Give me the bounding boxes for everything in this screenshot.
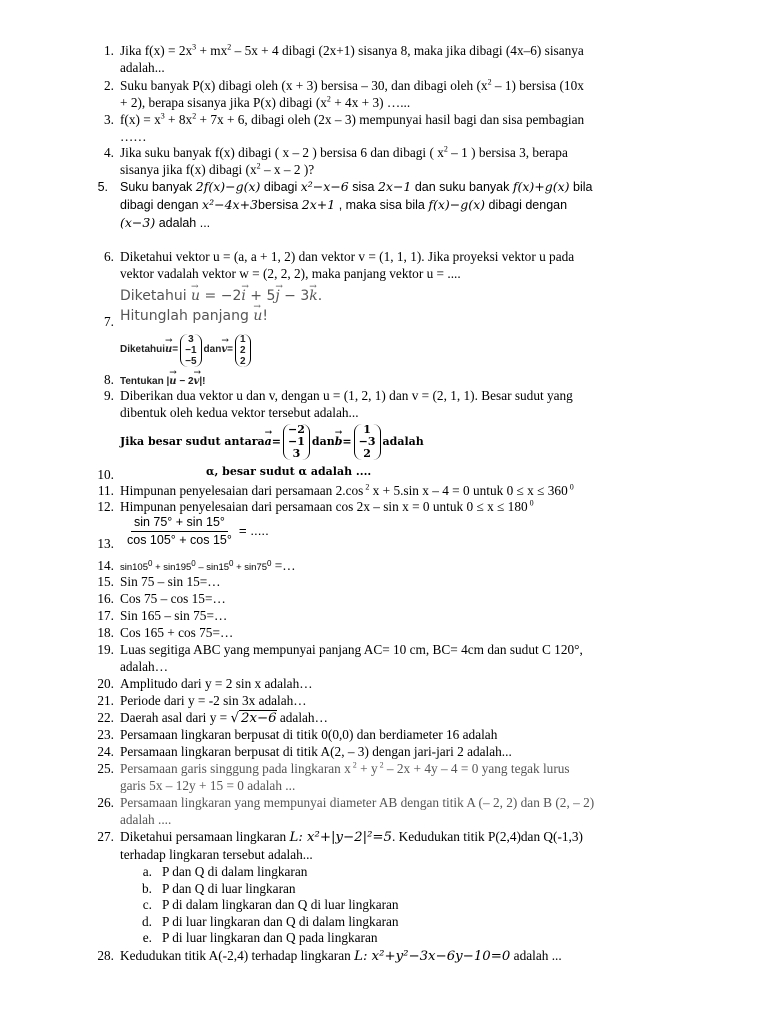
question-number: 18. <box>97 625 114 640</box>
question-number: 25. <box>97 761 114 776</box>
question-10-image <box>120 422 440 480</box>
question-number: 26. <box>97 795 114 810</box>
question-7-image <box>120 286 322 326</box>
fraction <box>124 514 235 549</box>
question-text-line: Persamaan garis singgung pada lingkaran x $^2$ + y $^2$ – 2x + 4y – 4 = 0 yang tegak lurus <box>120 760 570 776</box>
answer-option-e: e. P di luar lingkaran dan Q pada lingkaran <box>142 930 378 945</box>
matrix-entry: 3 <box>188 334 194 345</box>
question-number: 2. <box>104 78 114 93</box>
question-number: 1. <box>104 43 114 58</box>
matrix-entry: 2 <box>239 345 246 356</box>
answer-option-d: d. P di luar lingkaran dan Q di dalam lingkaran <box>142 913 399 929</box>
question-8-image <box>120 330 300 387</box>
question-text-line: Diketahui → u = −2→ i + 5→ j − 3→ k. <box>120 286 322 306</box>
question-text-line: Periode dari y = -2 sin 3x adalah… <box>120 693 307 708</box>
matrix-entry: −1 <box>185 345 197 356</box>
vector-matrix <box>354 424 381 460</box>
question-text-line: Tentukan |→ u − 2→ v|! <box>120 374 206 391</box>
question-text-line: vektor vadalah vektor w = (2, 2, 2), maka panjang vektor u = .... <box>120 265 461 281</box>
question-number: 19. <box>97 642 114 657</box>
question-number: 20. <box>97 676 114 691</box>
question-text-line: Jika besar sudut antara → a = −2 −1 3 dan → b = 1 −3 2 adalah <box>120 424 424 460</box>
question-number: 7. <box>104 314 114 329</box>
question-text-line: dibagi dengan x²−4x+3bersisa 2x+1 , maka sisa bila f(x)−g(x) dibagi dengan <box>120 197 568 212</box>
question-text-line: adalah... <box>120 59 165 75</box>
vector-matrix <box>180 334 201 367</box>
question-text-line: Sin 75 – sin 15=… <box>120 574 221 589</box>
question-text-line: terhadap lingkaran tersebut adalah... <box>120 846 313 862</box>
question-text-line: adalah .... <box>120 811 172 827</box>
question-number: 27. <box>97 829 114 844</box>
question-text-line: …… <box>120 128 147 144</box>
question-number: 6. <box>104 249 114 264</box>
question-number: 28. <box>97 948 114 963</box>
question-number: 4. <box>104 145 114 160</box>
question-number: 9. <box>104 388 114 403</box>
question-text-line: Jika $f(x) = 2x^3 + mx^2 - 5x + 4$ dibagi (2x+1) sisanya 8, maka jika dibagi (4x–6) sisanya <box>120 42 584 58</box>
vector-matrix <box>283 424 310 460</box>
question-text-line: dibentuk oleh kedua vektor tersebut adalah... <box>120 404 359 420</box>
matrix-entry: −2 <box>288 423 305 436</box>
question-text-line: Cos 165 + cos 75=… <box>120 625 234 640</box>
question-number: 8. <box>104 372 114 387</box>
question-text-line: Persamaan lingkaran berpusat di titik A(2, – 3) dengan jari-jari 2 adalah... <box>120 744 512 759</box>
question-text-line: Persamaan lingkaran yang mempunyai diameter AB dengan titik A (– 2, 2) dan B (2, – 2) <box>120 795 595 810</box>
answer-option-b: b. P dan Q di luar lingkaran <box>142 880 296 896</box>
matrix-entry: −1 <box>288 435 305 448</box>
question-number: 22. <box>97 710 114 725</box>
question-number: 3. <box>104 112 114 127</box>
answer-option-c: c. P di dalam lingkaran dan Q di luar lingkaran <box>142 897 399 912</box>
question-number: 17. <box>97 608 114 623</box>
question-text-line: α, besar sudut α adalah .... <box>206 465 372 478</box>
fraction-tail: = ..... <box>238 523 269 539</box>
answer-options <box>142 864 399 947</box>
question-text-line: + 2), berapa sisanya jika P(x) dibagi $(x^2 + 4x + 3)$ …... <box>120 94 411 110</box>
answer-option-a: a. P dan Q di dalam lingkaran <box>142 864 308 879</box>
question-number: 13. <box>97 536 114 551</box>
question-text-line: Hitunglah panjang → u! <box>120 306 322 326</box>
question-text-line: garis 5x – 12y + 15 = 0 adalah ... <box>120 777 296 793</box>
question-number: 15. <box>97 574 114 589</box>
matrix-entry: −3 <box>358 435 376 448</box>
question-number: 16. <box>97 591 114 606</box>
question-text-line: Sin 165 – sin 75=… <box>120 608 228 623</box>
question-number: 24. <box>97 744 114 759</box>
matrix-entry: 2 <box>239 356 246 367</box>
question-number: 23. <box>97 727 114 742</box>
matrix-entry: 1 <box>363 423 371 436</box>
question-number: 12. <box>97 499 114 514</box>
fraction-denominator: cos 105° + cos 15° <box>127 533 232 547</box>
question-text-line: adalah… <box>120 658 168 674</box>
fraction-numerator: sin 75° + sin 15° <box>131 514 228 532</box>
question-text-line: Jika suku banyak f(x) dibagi ( x – 2 ) bersisa 6 dan dibagi ( $x^2 - 1$ ) bersisa 3, berapa <box>120 144 568 160</box>
matrix-entry: 3 <box>292 447 301 460</box>
question-text-line: $f(x) = x^3 + 8x^2 + 7x + 6$, dibagi oleh (2x – 3) mempunyai hasil bagi dan sisa pembagian <box>120 111 585 127</box>
question-number: 21. <box>97 693 114 708</box>
sqrt-radicand: 2x−6 <box>240 711 277 726</box>
question-number: 10. <box>97 467 114 482</box>
question-text-line: Suku banyak P(x) dibagi oleh (x + 3) bersisa – 30, dan dibagi oleh $(x^2 - 1)$ bersisa (10x <box>120 77 584 93</box>
question-text-line: Cos 75 – cos 15=… <box>120 591 226 606</box>
question-text-line: Diketahui → u = 3 −1 −5 dan → v = 1 2 2 <box>120 334 253 367</box>
question-text-line: Luas segitiga ABC yang mempunyai panjang AC= 10 cm, BC= 4cm dan sudut C 120°, <box>120 642 583 657</box>
question-text-line: Persamaan lingkaran berpusat di titik 0(0,0) dan berdiameter 16 adalah <box>120 727 498 742</box>
matrix-entry: −5 <box>185 356 197 367</box>
question-number: 11. <box>97 483 114 498</box>
question-text-line: Diketahui vektor u = (a, a + 1, 2) dan vektor v = (1, 1, 1). Jika proyeksi vektor u pada <box>120 249 575 264</box>
document-page: 1. Jika $f(x) = 2x^3 + mx^2 - 5x + 4$ dibagi (2x+1) sisanya 8, maka jika dibagi (4x–6) sisanya adalah... 2. Suku banyak P(x) dibagi oleh (x + 3) bersisa – 30, dan dibagi oleh $(x^2 - 1)$ bersisa (10x + 2), berapa sisanya jika P(x) dibagi $(x^2 + 4x + 3)$ …... 3. $f(x) = x^3 + 8x^2 + 7x + 6$, dibagi oleh (2x – 3) mempunyai hasil bagi dan sisa pembagian …… 4. Jika suku banyak f(x) dibagi ( x – 2 ) bersisa 6 dan dibagi ( $x^2 - 1$ ) bersisa 3, berapa sisanya jika f(x) dibagi ($x^2$ – x – 2 )? 5. Suku banyak 2f(x)−g(x) dibagi x²−x−6 sisa 2x−1 dan suku banyak f(x)+g(x) bila dibagi dengan x²−4x+3bersisa 2x+1 , maka sisa bila f(x)−g(x) dibagi dengan (x−3) adalah ... 6. Diketahui vektor u = (a, a + 1, 2) dan vektor v = (1, 1, 1). Jika proyeksi vektor u pada vektor vadalah vektor w = (2, 2, 2), maka panjang vektor u = .... Diketahui → u = −2→ i + 5→ j − 3→ k. Hitunglah panjang → u! 7. Diketahui → u = 3 −1 −5 dan → v = 1 2 2 Tentukan |→ u − 2→ v|! 8. 9. Diberikan dua vektor u dan v, dengan u = (1, 2, 1) dan v = (2, 1, 1). Besar sudut yang dibentuk oleh kedua vektor tersebut adalah... Jika besar sudut antara → a = −2 −1 3 dan → b = 1 −3 2 adalah α, besar sudut α adalah .... 10. 11. Himpunan penyelesaian dari persamaan 2.cos $^2$ x + 5.sin x – 4 = 0 untuk 0 ≤ x ≤ 360 $^0$ 12. Himpunan penyelesaian dari persamaan cos 2x – sin x = 0 untuk 0 ≤ x ≤ 180 $^0$ 13. $\frac{\sin 75^\circ + \sin 15^\circ}{\cos 105^\circ + \cos 15^\circ}$ = ..... 14. $\sin 105^0 + \sin 195^0 - \sin 15^0 + \sin 75^0$ =… 15. Sin 75 – sin 15=… 16. Cos 75 – cos 15=… 17. Sin 165 – sin 75=… 18. Cos 165 + cos 75=… 19. Luas segitiga ABC yang mempunyai panjang AC= 10 cm, BC= 4cm dan sudut C 120°, adalah… 20. Amplitudo dari y = 2 sin x adalah… 21. Periode dari y = -2 sin 3x adalah… 22. Daerah asal dari y = √ 2x−6 adalah… 23. Persamaan lingkaran berpusat di titik 0(0,0) dan berdiameter 16 adalah 24. Persamaan lingkaran berpusat di titik A(2, – 3) dengan jari-jari 2 adalah... 25. Persamaan garis singgung pada lingkaran x $^2$ + y $^2$ – 2x + 4y – 4 = 0 yang tegak lurus garis 5x – 12y + 15 = 0 adalah ... 26. Persamaan lingkaran yang mempunyai diameter AB dengan titik A (– 2, 2) dan B (2, – 2) adalah .... 27. Diketahui persamaan lingkaran L: x²+|y−2|²=5. Kedudukan titik P(2,4)dan Q(-1,3) terhadap lingkaran tersebut adalah... a. P dan Q di dalam lingkaran b. P dan Q di luar lingkaran c. P di dalam lingkaran dan Q di luar lingkaran d. P di luar lingkaran dan Q di dalam lingkaran e. P di luar lingkaran dan Q pada lingkaran 28. Kedudukan titik A(-2,4) terhadap lingkaran L: x²+y²−3x−6y−10=0 adalah ... <box>0 0 768 1024</box>
question-number: 14. <box>97 558 114 573</box>
question-text-line: (x−3) adalah ... <box>120 215 211 230</box>
vector-matrix <box>235 334 251 367</box>
question-number: 5. <box>97 180 108 194</box>
question-text-line: Amplitudo dari y = 2 sin x adalah… <box>120 676 313 691</box>
matrix-entry: 1 <box>239 334 246 345</box>
matrix-entry: 2 <box>363 447 371 460</box>
question-text-line: Suku banyak 2f(x)−g(x) dibagi x²−x−6 sisa 2x−1 dan suku banyak f(x)+g(x) bila <box>120 179 593 194</box>
question-text-line: Diketahui persamaan lingkaran L: x²+|y−2|²=5. Kedudukan titik P(2,4)dan Q(-1,3) <box>120 829 583 845</box>
question-text-line: Diberikan dua vektor u dan v, dengan u = (1, 2, 1) dan v = (2, 1, 1). Besar sudut yang <box>120 388 573 403</box>
question-text-line: sisanya jika f(x) dibagi ($x^2$ – x – 2 )? <box>120 161 315 177</box>
